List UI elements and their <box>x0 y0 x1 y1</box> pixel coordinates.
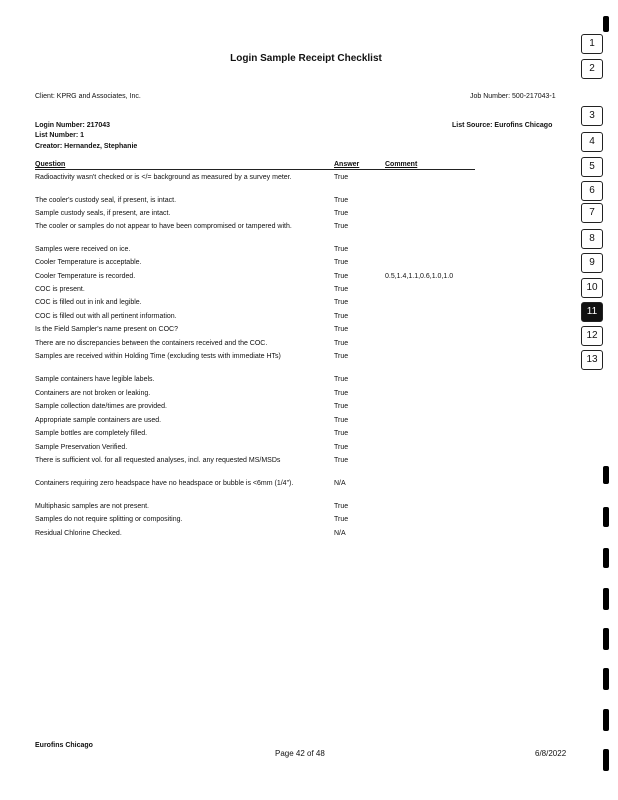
list-source: List Source: Eurofins Chicago <box>452 122 553 129</box>
answer-value: True <box>334 223 349 230</box>
comment-header: Comment <box>385 161 418 168</box>
answer-value: True <box>334 197 349 204</box>
section-tab-3[interactable]: 3 <box>581 106 603 126</box>
answer-value: True <box>334 286 349 293</box>
edge-mark <box>603 507 609 527</box>
answer-value: True <box>334 210 349 217</box>
header-rule <box>35 169 475 170</box>
answer-value: True <box>334 444 349 451</box>
question-text: Multiphasic samples are not present. <box>35 503 149 510</box>
section-tab-1[interactable]: 1 <box>581 34 603 54</box>
answer-value: True <box>334 299 349 306</box>
edge-mark <box>603 749 609 771</box>
answer-value: True <box>334 503 349 510</box>
section-tab-12[interactable]: 12 <box>581 326 603 346</box>
answer-value: True <box>334 353 349 360</box>
question-text: The cooler's custody seal, if present, is intact. <box>35 197 177 204</box>
question-header: Question <box>35 161 66 168</box>
question-text: Residual Chlorine Checked. <box>35 530 122 537</box>
login-number: Login Number: 217043 <box>35 122 111 129</box>
question-text: Radioactivity wasn't checked or is </= background as measured by a survey meter. <box>35 174 292 181</box>
section-tab-8[interactable]: 8 <box>581 229 603 249</box>
question-text: COC is filled out with all pertinent information. <box>35 313 177 320</box>
question-text: Sample bottles are completely filled. <box>35 430 148 437</box>
section-tab-11[interactable]: 11 <box>581 302 603 322</box>
edge-mark <box>603 668 609 690</box>
answer-value: True <box>334 417 349 424</box>
answer-value: True <box>334 326 349 333</box>
answer-value: True <box>334 376 349 383</box>
edge-mark <box>603 466 609 484</box>
edge-mark <box>603 588 609 610</box>
question-text: Cooler Temperature is recorded. <box>35 273 136 280</box>
question-text: Samples do not require splitting or compositing. <box>35 516 183 523</box>
question-text: COC is filled out in ink and legible. <box>35 299 142 306</box>
question-text: There are no discrepancies between the containers received and the COC. <box>35 340 268 347</box>
footer-page: Page 42 of 48 <box>275 749 325 758</box>
question-text: Cooler Temperature is acceptable. <box>35 259 142 266</box>
section-tab-10[interactable]: 10 <box>581 278 603 298</box>
section-tab-2[interactable]: 2 <box>581 59 603 79</box>
question-text: Sample custody seals, if present, are intact. <box>35 210 171 217</box>
comment-value: 0.5,1.4,1.1,0.6,1.0,1.0 <box>385 273 454 280</box>
edge-mark <box>603 16 609 32</box>
answer-value: N/A <box>334 530 346 537</box>
answer-value: True <box>334 174 349 181</box>
footer-date: 6/8/2022 <box>535 749 567 758</box>
answer-value: True <box>334 246 349 253</box>
question-text: Samples are received within Holding Time (excluding tests with immediate HTs) <box>35 353 281 360</box>
answer-value: True <box>334 457 349 464</box>
question-text: Sample collection date/times are provided. <box>35 403 167 410</box>
answer-value: True <box>334 340 349 347</box>
creator: Creator: Hernandez, Stephanie <box>35 143 138 150</box>
question-text: There is sufficient vol. for all requested analyses, incl. any requested MS/MSDs <box>35 457 281 464</box>
section-tab-7[interactable]: 7 <box>581 203 603 223</box>
footer-lab: Eurofins Chicago <box>35 742 93 749</box>
question-text: Sample containers have legible labels. <box>35 376 155 383</box>
answer-value: True <box>334 403 349 410</box>
answer-value: True <box>334 516 349 523</box>
section-tab-5[interactable]: 5 <box>581 157 603 177</box>
question-text: Containers are not broken or leaking. <box>35 390 151 397</box>
job-number: Job Number: 500-217043-1 <box>470 93 556 100</box>
section-tab-4[interactable]: 4 <box>581 132 603 152</box>
answer-value: True <box>334 259 349 266</box>
page-title: Login Sample Receipt Checklist <box>230 53 382 64</box>
edge-mark <box>603 548 609 568</box>
question-text: COC is present. <box>35 286 85 293</box>
section-tab-9[interactable]: 9 <box>581 253 603 273</box>
edge-mark <box>603 628 609 650</box>
answer-value: N/A <box>334 480 346 487</box>
question-text: Samples were received on ice. <box>35 246 131 253</box>
question-text: Sample Preservation Verified. <box>35 444 128 451</box>
list-number: List Number: 1 <box>35 132 85 139</box>
answer-value: True <box>334 430 349 437</box>
section-tab-6[interactable]: 6 <box>581 181 603 201</box>
answer-value: True <box>334 313 349 320</box>
question-text: Containers requiring zero headspace have no headspace or bubble is <6mm (1/4"). <box>35 480 294 487</box>
answer-value: True <box>334 273 349 280</box>
answer-value: True <box>334 390 349 397</box>
edge-mark <box>603 709 609 731</box>
question-text: The cooler or samples do not appear to have been compromised or tampered with. <box>35 223 292 230</box>
section-tab-13[interactable]: 13 <box>581 350 603 370</box>
answer-header: Answer <box>334 161 360 168</box>
client-name: Client: KPRG and Associates, Inc. <box>35 93 141 100</box>
question-text: Appropriate sample containers are used. <box>35 417 162 424</box>
question-text: Is the Field Sampler's name present on COC? <box>35 326 178 333</box>
